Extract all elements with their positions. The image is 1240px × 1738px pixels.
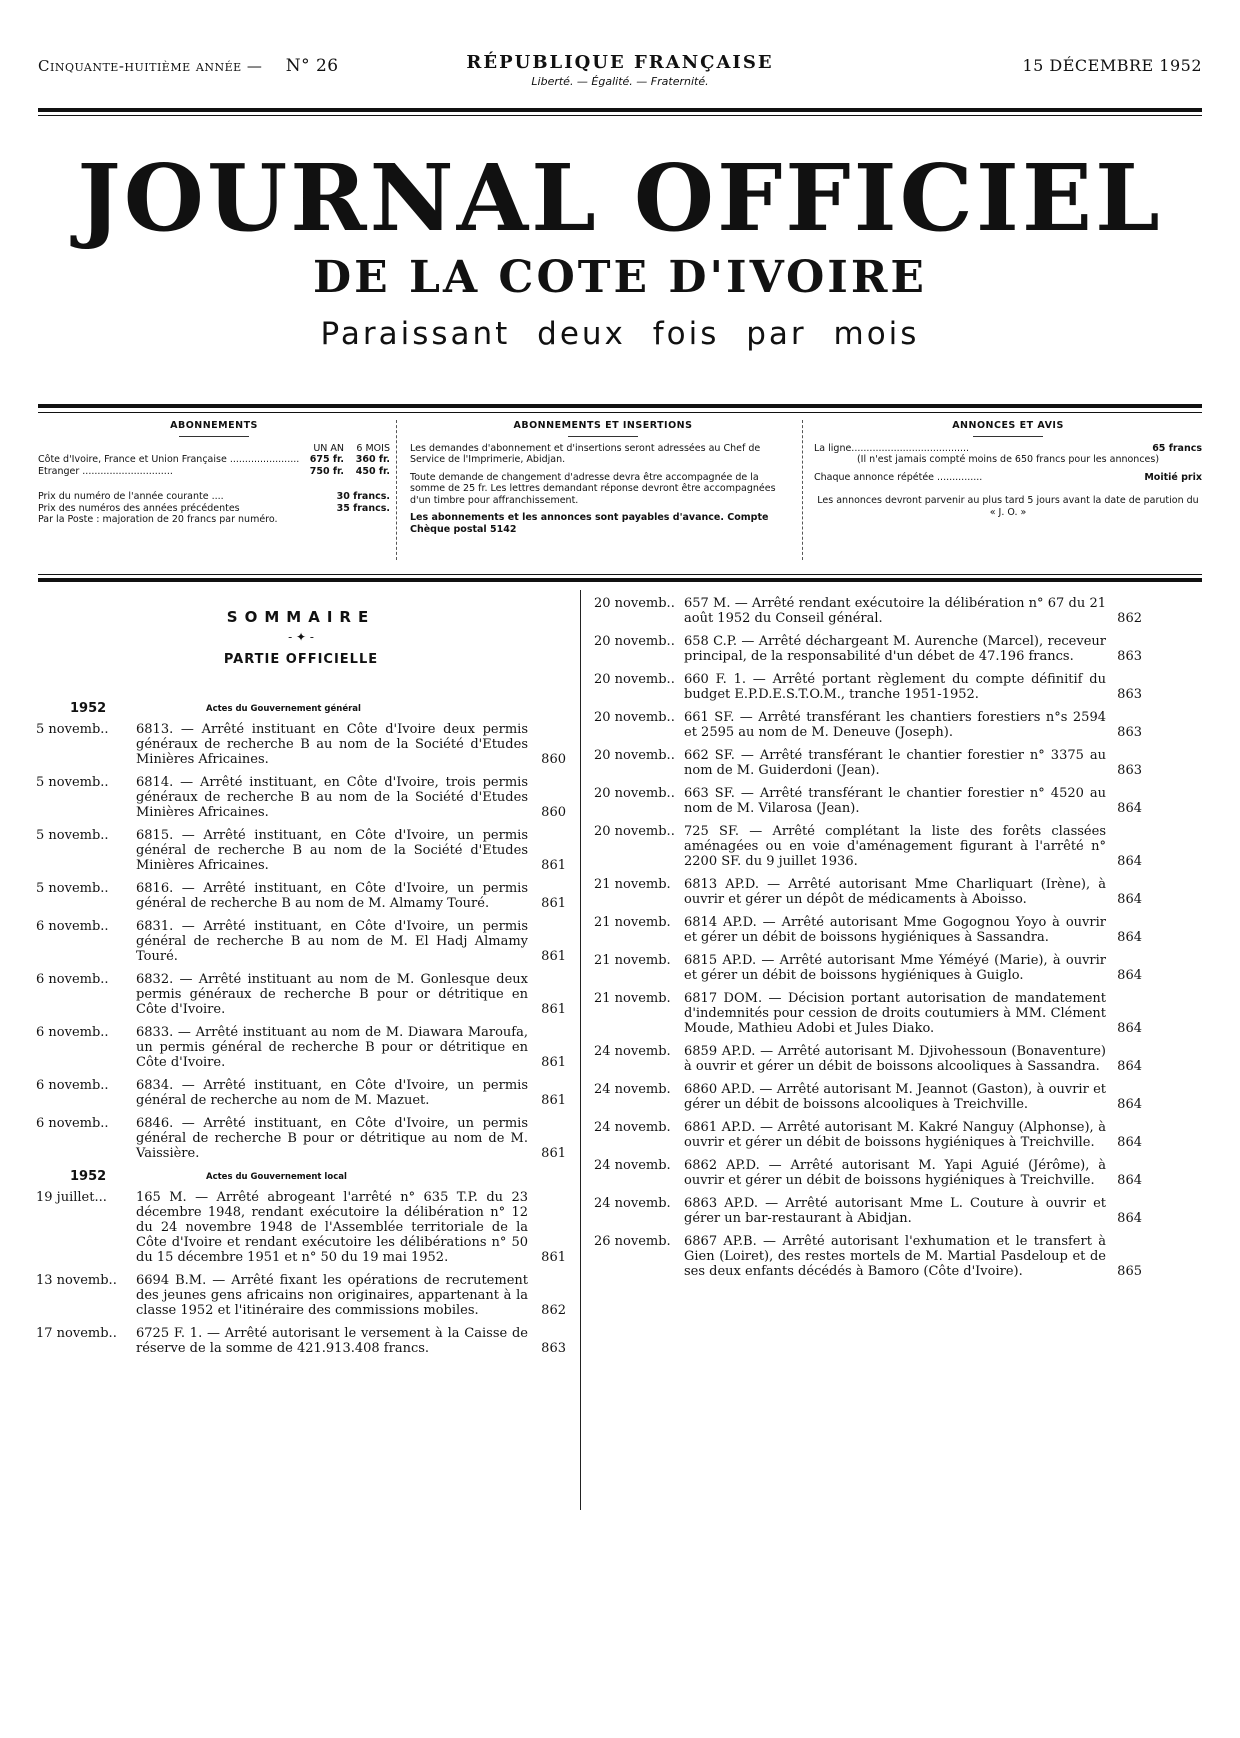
entry-text: 6834. — Arrêté instituant, en Côte d'Ivoire, un permis général de recherche au nom de M. Mazuet. xyxy=(136,1078,528,1108)
entry-date: 20 novemb.. xyxy=(594,634,675,649)
sommaire-entry xyxy=(36,775,566,820)
entry-date: 6 novemb.. xyxy=(36,1025,109,1040)
entry-date: 21 novemb. xyxy=(594,915,671,930)
section-head-local xyxy=(36,1169,566,1184)
entry-page: 864 xyxy=(1117,854,1142,869)
entry-page: 862 xyxy=(541,1303,566,1318)
section-title: Actes du Gouvernement général xyxy=(206,704,361,714)
entry-date: 19 juillet... xyxy=(36,1190,107,1205)
entry-date: 6 novemb.. xyxy=(36,919,109,934)
rate-label: Côte d'Ivoire, France et Union Française ....................... xyxy=(38,454,300,465)
header-rule-thin xyxy=(38,115,1202,116)
entry-date: 26 novemb. xyxy=(594,1234,671,1249)
entry-page: 864 xyxy=(1117,968,1142,983)
rate-six: 450 fr. xyxy=(355,465,390,477)
entry-text: 6833. — Arrêté instituant au nom de M. Diawara Maroufa, un permis général de recherche B pour or détritique en Côte d'Ivoire. xyxy=(136,1025,528,1070)
header-line xyxy=(38,52,1202,92)
entry-text: 6813. — Arrêté instituant en Côte d'Ivoire deux permis généraux de recherche B au nom de la Société d'Etudes Minières Africaines. xyxy=(136,722,528,767)
subscription-box xyxy=(38,420,1202,570)
col-year-label: UN AN xyxy=(313,442,344,454)
heading-underline xyxy=(179,436,249,437)
price-value: 35 francs. xyxy=(336,502,390,514)
entry-page: 863 xyxy=(1117,687,1142,702)
insertions-heading: ABONNEMENTS ET INSERTIONS xyxy=(513,420,693,431)
sommaire-title: SOMMAIRE xyxy=(226,608,376,626)
entry-date: 20 novemb.. xyxy=(594,748,675,763)
entry-page: 863 xyxy=(541,1341,566,1356)
price-value: 30 francs. xyxy=(336,491,390,502)
rate-year: 750 fr. xyxy=(309,465,344,477)
sommaire-entry xyxy=(594,634,1142,664)
insertions-column xyxy=(410,420,796,541)
entry-text: 661 SF. — Arrêté transférant les chantiers forestiers n°s 2594 et 2595 au nom de M. Deneuve (Joseph). xyxy=(684,710,1106,740)
column-divider xyxy=(580,590,581,1510)
entries-right xyxy=(594,596,1142,1279)
section-head-general xyxy=(36,701,566,716)
entry-date: 17 novemb.. xyxy=(36,1326,117,1341)
sommaire-entry xyxy=(36,1025,566,1070)
sommaire-entry xyxy=(594,672,1142,702)
rate-year: 675 fr. xyxy=(309,454,344,465)
entry-page: 864 xyxy=(1117,1097,1142,1112)
sommaire-entry xyxy=(594,991,1142,1036)
entry-page: 864 xyxy=(1117,1173,1142,1188)
entry-date: 21 novemb. xyxy=(594,877,671,892)
rate-label: Etranger .............................. xyxy=(38,465,173,477)
repeat-price-row xyxy=(814,472,1202,484)
entry-date: 13 novemb.. xyxy=(36,1273,117,1288)
sommaire-entry xyxy=(594,1120,1142,1150)
entry-text: 657 M. — Arrêté rendant exécutoire la délibération n° 67 du 21 août 1952 du Conseil général. xyxy=(684,596,1106,626)
entry-date: 24 novemb. xyxy=(594,1120,671,1135)
entry-text: 165 M. — Arrêté abrogeant l'arrêté n° 635 T.P. du 23 décembre 1948, rendant exécutoire la délibération n° 12 du 24 novembre 1948 de l'Assemblée territoriale de la Côte d'Ivoire et rendant exécutoire les délibérations n° 50 du 15 décembre 1951 et n° 50 du 19 mai 1952. xyxy=(136,1190,528,1265)
sommaire-entry xyxy=(36,972,566,1017)
entry-text: 6863 AP.D. — Arrêté autorisant Mme L. Couture à ouvrir et gérer un bar-restaurant à Abidjan. xyxy=(684,1196,1106,1226)
entry-text: 6867 AP.B. — Arrêté autorisant l'exhumation et le transfert à Gien (Loiret), des restes mortels de M. Martial Pasdeloup et de ses deux enfants décédés à Bamoro (Côte d'Ivoire). xyxy=(684,1234,1106,1279)
entry-page: 864 xyxy=(1117,930,1142,945)
entry-page: 861 xyxy=(541,1002,566,1017)
announcements-heading: ANNONCES ET AVIS xyxy=(952,420,1064,431)
entry-text: 6860 AP.D. — Arrêté autorisant M. Jeannot (Gaston), à ouvrir et gérer un débit de boissons alcooliques à Treichville. xyxy=(684,1082,1106,1112)
sommaire-entry xyxy=(594,710,1142,740)
entry-text: 662 SF. — Arrêté transférant le chantier forestier n° 3375 au nom de M. Guiderdoni (Jean). xyxy=(684,748,1106,778)
entry-page: 862 xyxy=(1117,611,1142,626)
entry-page: 861 xyxy=(541,1093,566,1108)
entry-date: 24 novemb. xyxy=(594,1044,671,1059)
line-price-value: 65 francs xyxy=(1152,442,1202,454)
entry-date: 24 novemb. xyxy=(594,1082,671,1097)
entry-text: 6831. — Arrêté instituant, en Côte d'Ivoire, un permis général de recherche B au nom de M. El Hadj Almamy Touré. xyxy=(136,919,528,964)
entry-text: 6817 DOM. — Décision portant autorisation de mandatement d'indemnités pour cession de droits coutumiers à MM. Clément Moude, Mathieu Adobi et Jules Diako. xyxy=(684,991,1106,1036)
entry-text: 658 C.P. — Arrêté déchargeant M. Aurenche (Marcel), receveur principal, de la responsabilité d'un débet de 47.196 francs. xyxy=(684,634,1106,664)
entry-text: 6816. — Arrêté instituant, en Côte d'Ivoire, un permis général de recherche B au nom de M. Almamy Touré. xyxy=(136,881,528,911)
entry-date: 5 novemb.. xyxy=(36,775,109,790)
entry-page: 861 xyxy=(541,1250,566,1265)
sommaire-entry xyxy=(36,722,566,767)
entry-date: 20 novemb.. xyxy=(594,596,675,611)
header-rule xyxy=(38,108,1202,112)
entry-page: 864 xyxy=(1117,801,1142,816)
entry-date: 21 novemb. xyxy=(594,953,671,968)
subscriptions-heading: ABONNEMENTS xyxy=(170,420,258,431)
deadline-note: Les annonces devront parvenir au plus tard 5 jours avant la date de parution du « J. O. » xyxy=(817,495,1199,518)
section-year: 1952 xyxy=(70,1169,107,1184)
entry-date: 21 novemb. xyxy=(594,991,671,1006)
sommaire-entry xyxy=(594,596,1142,626)
price-label: Prix du numéro de l'année courante .... xyxy=(38,491,224,502)
republic-title: RÉPUBLIQUE FRANÇAISE xyxy=(466,52,774,73)
subs-rule-thin xyxy=(38,574,1202,575)
column-separator xyxy=(802,420,803,560)
rate-six: 360 fr. xyxy=(355,454,390,465)
entry-date: 5 novemb.. xyxy=(36,881,109,896)
entry-date: 20 novemb.. xyxy=(594,824,675,839)
entry-text: 6862 AP.D. — Arrêté autorisant M. Yapi Aguié (Jérôme), à ouvrir et gérer un débit de boissons hygiéniques à Treichville. xyxy=(684,1158,1106,1188)
sommaire-entry xyxy=(594,877,1142,907)
entry-page: 861 xyxy=(541,858,566,873)
entry-page: 863 xyxy=(1117,763,1142,778)
sommaire-entry xyxy=(36,1116,566,1161)
col-six-label: 6 MOIS xyxy=(356,442,390,454)
right-column xyxy=(594,590,1142,1287)
entry-text: 6814 AP.D. — Arrêté autorisant Mme Gogognou Yoyo à ouvrir et gérer un débit de boissons hygiéniques à Sassandra. xyxy=(684,915,1106,945)
sommaire-entry xyxy=(594,953,1142,983)
entry-page: 864 xyxy=(1117,1059,1142,1074)
sommaire-entry xyxy=(36,919,566,964)
entry-text: 6725 F. 1. — Arrêté autorisant le versement à la Caisse de réserve de la somme de 421.913.408 francs. xyxy=(136,1326,528,1356)
sommaire-entry xyxy=(594,1196,1142,1226)
entry-text: 6815. — Arrêté instituant, en Côte d'Ivoire, un permis général de recherche B au nom de la Société d'Etudes Minières Africaines. xyxy=(136,828,528,873)
announcements-column xyxy=(814,420,1202,524)
repeat-value: Moitié prix xyxy=(1144,471,1202,483)
entry-date: 6 novemb.. xyxy=(36,1116,109,1131)
entries-local xyxy=(36,1190,566,1356)
entry-date: 24 novemb. xyxy=(594,1158,671,1173)
sommaire-content xyxy=(0,590,1240,1730)
entry-page: 864 xyxy=(1117,1021,1142,1036)
entry-date: 20 novemb.. xyxy=(594,710,675,725)
entry-text: 660 F. 1. — Arrêté portant règlement du compte définitif du budget E.P.D.E.S.T.O.M., tranche 1951-1952. xyxy=(684,672,1106,702)
sommaire-entry xyxy=(36,1078,566,1108)
entry-page: 864 xyxy=(1117,1211,1142,1226)
sommaire-entry xyxy=(36,881,566,911)
entry-text: 6846. — Arrêté instituant, en Côte d'Ivoire, un permis général de recherche B pour or détritique au nom de M. Vaissière. xyxy=(136,1116,528,1161)
sommaire-entry xyxy=(594,915,1142,945)
journal-title: JOURNAL OFFICIEL xyxy=(77,144,1163,252)
entry-date: 24 novemb. xyxy=(594,1196,671,1211)
entry-text: 6832. — Arrêté instituant au nom de M. Gonlesque deux permis généraux de recherche B pour or détritique en Côte d'Ivoire. xyxy=(136,972,528,1017)
entry-page: 864 xyxy=(1117,1135,1142,1150)
entry-date: 6 novemb.. xyxy=(36,1078,109,1093)
heading-underline xyxy=(973,436,1043,437)
sommaire-entry xyxy=(594,1044,1142,1074)
entry-text: 6813 AP.D. — Arrêté autorisant Mme Charliquart (Irène), à ouvrir et gérer un dépôt de médicaments à Aboisso. xyxy=(684,877,1106,907)
journal-subtitle: DE LA COTE D'IVOIRE xyxy=(313,252,927,303)
entry-date: 20 novemb.. xyxy=(594,786,675,801)
entry-page: 861 xyxy=(541,1055,566,1070)
entry-page: 863 xyxy=(1117,725,1142,740)
issue-date: 15 DÉCEMBRE 1952 xyxy=(1022,56,1202,75)
postal-surcharge: Par la Poste : majoration de 20 francs par numéro. xyxy=(38,514,278,525)
insertions-payment: Les abonnements et les annonces sont payables d'avance. Compte Chèque postal 5142 xyxy=(410,512,769,535)
issue-number: N° 26 xyxy=(285,56,339,76)
line-price-label: La ligne....................................... xyxy=(814,442,970,454)
section-year: 1952 xyxy=(70,701,107,716)
minimum-note: (Il n'est jamais compté moins de 650 francs pour les annonces) xyxy=(856,454,1160,465)
entry-page: 860 xyxy=(541,752,566,767)
entry-page: 860 xyxy=(541,805,566,820)
sommaire-entry xyxy=(36,1326,566,1356)
sommaire-entry xyxy=(36,1190,566,1265)
entry-page: 861 xyxy=(541,1146,566,1161)
entry-text: 6815 AP.D. — Arrêté autorisant Mme Yéméyé (Marie), à ouvrir et gérer un débit de boissons hygiéniques à Guiglo. xyxy=(684,953,1106,983)
entry-page: 864 xyxy=(1117,892,1142,907)
entry-text: 6859 AP.D. — Arrêté autorisant M. Djivohessoun (Bonaventure) à ouvrir et gérer un débit de boissons alcooliques à Sassandra. xyxy=(684,1044,1106,1074)
entry-date: 5 novemb.. xyxy=(36,828,109,843)
entry-page: 861 xyxy=(541,949,566,964)
subs-rule xyxy=(38,578,1202,582)
entry-date: 6 novemb.. xyxy=(36,972,109,987)
sommaire-entry xyxy=(594,824,1142,869)
sommaire-entry xyxy=(594,1158,1142,1188)
sommaire-entry xyxy=(36,1273,566,1318)
insertions-change: Toute demande de changement d'adresse devra être accompagnée de la somme de 25 fr. Les lettres demandant réponse devront être accompagnées d'un timbre pour affranchissement. xyxy=(410,471,776,506)
rates-header xyxy=(38,443,390,455)
line-price-row xyxy=(814,443,1202,455)
entry-text: 6861 AP.D. — Arrêté autorisant M. Kakré Nanguy (Alphonse), à ouvrir et gérer un débit de boissons hygiéniques à Treichville. xyxy=(684,1120,1106,1150)
masthead-rule-thin xyxy=(38,412,1202,413)
subscriptions-column xyxy=(38,420,390,526)
masthead-rule xyxy=(38,404,1202,408)
entry-text: 663 SF. — Arrêté transférant le chantier forestier n° 4520 au nom de M. Vilarosa (Jean). xyxy=(684,786,1106,816)
repeat-label: Chaque annonce répétée ............... xyxy=(814,471,983,483)
sommaire-entry xyxy=(594,1082,1142,1112)
entry-page: 861 xyxy=(541,896,566,911)
entry-date: 5 novemb.. xyxy=(36,722,109,737)
masthead xyxy=(38,144,1202,352)
journal-frequency: Paraissant deux fois par mois xyxy=(320,316,920,352)
price-row-previous xyxy=(38,503,390,515)
sommaire-entry xyxy=(36,828,566,873)
rate-row-france xyxy=(38,454,390,466)
issue-label: Cinquante-huitième année — xyxy=(38,57,263,75)
entry-text: 725 SF. — Arrêté complétant la liste des forêts classées aménagées ou en voie d'aménagement figurant à l'arrêté n° 2200 SF. du 9 juillet 1936. xyxy=(684,824,1106,869)
sommaire-entry xyxy=(594,786,1142,816)
rate-row-foreign xyxy=(38,466,390,478)
republic-motto: Liberté. — Égalité. — Fraternité. xyxy=(531,75,709,88)
entries-general xyxy=(36,722,566,1161)
price-row-current xyxy=(38,491,390,503)
left-column xyxy=(36,590,566,1364)
entry-page: 863 xyxy=(1117,649,1142,664)
entry-date: 20 novemb.. xyxy=(594,672,675,687)
ornament: - ✦ - xyxy=(288,630,314,644)
partie-officielle: PARTIE OFFICIELLE xyxy=(223,652,379,667)
entry-page: 865 xyxy=(1117,1264,1142,1279)
price-label: Prix des numéros des années précédentes xyxy=(38,502,240,514)
sommaire-entry xyxy=(594,748,1142,778)
insertions-address: Les demandes d'abonnement et d'insertions seront adressées au Chef de Service de l'Imprimerie, Abidjan. xyxy=(410,442,761,465)
column-separator xyxy=(396,420,397,560)
entry-text: 6694 B.M. — Arrêté fixant les opérations de recrutement des jeunes gens africains non originaires, appartenant à la classe 1952 et l'itinéraire des commissions mobiles. xyxy=(136,1273,528,1318)
sommaire-entry xyxy=(594,1234,1142,1279)
section-title: Actes du Gouvernement local xyxy=(206,1172,347,1182)
entry-text: 6814. — Arrêté instituant, en Côte d'Ivoire, trois permis généraux de recherche B au nom de la Société d'Etudes Minières Africaines. xyxy=(136,775,528,820)
heading-underline xyxy=(568,436,638,437)
